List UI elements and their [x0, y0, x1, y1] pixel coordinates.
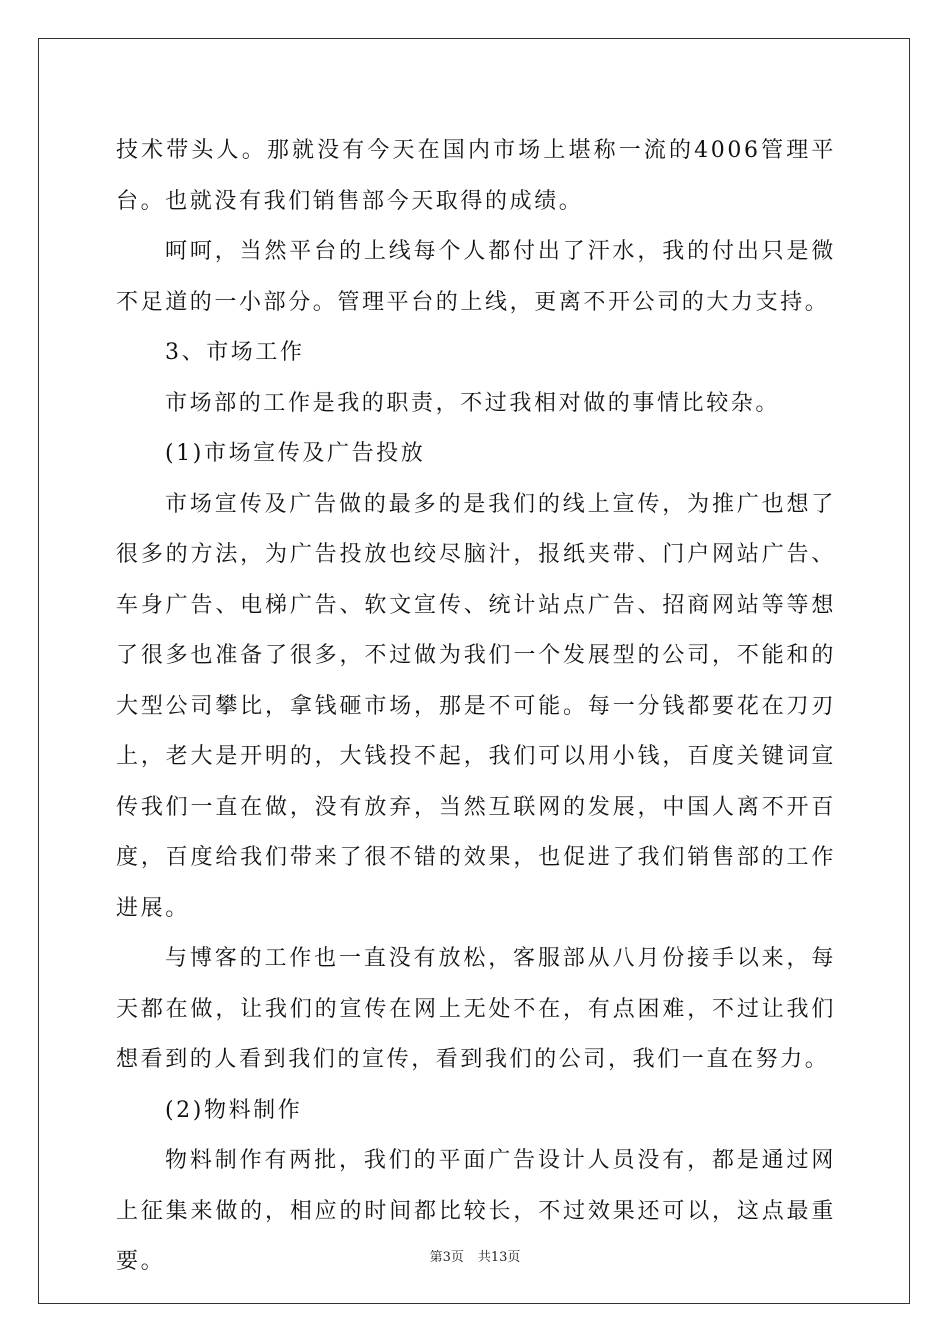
- subheading-materials: (2)物料制作: [165, 1097, 303, 1123]
- paragraph-2: 呵呵，当然平台的上线每个人都付出了汗水，我的付出只是微不足道的一小部分。管理平台的上线，更离不开公司的大力支持。: [116, 239, 836, 315]
- paragraph-7: 与博客的工作也一直没有放松，客服部从八月份接手以来，每天都在做，让我们的宣传在网上无处不在，有点困难，不过让我们想看到的人看到我们的宣传，看到我们的公司，我们一直在努力。: [116, 946, 836, 1072]
- section-heading-market-work: 3、市场工作: [165, 340, 305, 365]
- paragraph-9: 物料制作有两批，我们的平面广告设计人员没有，都是通过网上征集来做的，相应的时间都比较长，不过效果还可以，这点最重要。: [116, 1148, 836, 1274]
- page-number: 第3页: [429, 1250, 464, 1265]
- paragraph-4: 市场部的工作是我的职责，不过我相对做的事情比较杂。: [165, 390, 781, 416]
- paragraph-1: 技术带头人。那就没有今天在国内市场上堪称一流的4006管理平台。也就没有我们销售部今天取得的成绩。: [116, 138, 836, 214]
- paragraph-6: 市场宣传及广告做的最多的是我们的线上宣传，为推广也想了很多的方法，为广告投放也绞尽脑汁，报纸夹带、门户网站广告、车身广告、电梯广告、软文宣传、统计站点广告、招商网站等等想了很多也准备了很多，不过做为我们一个发展型的公司，不能和的大型公司攀比，拿钱砸市场，那是不可能。每一分钱都要花在刀刃上，老大是开明的，大钱投不起，我们可以用小钱，百度关键词宣传我们一直在做，没有放弃，当然互联网的发展，中国人离不开百度，百度给我们带来了很不错的效果，也促进了我们销售部的工作进展。: [116, 491, 836, 921]
- page-total: 共13页: [477, 1250, 521, 1265]
- subheading-promotion-ads: (1)市场宣传及广告投放: [165, 441, 426, 466]
- document-body: [116, 126, 836, 1288]
- page-footer: [0, 1246, 950, 1265]
